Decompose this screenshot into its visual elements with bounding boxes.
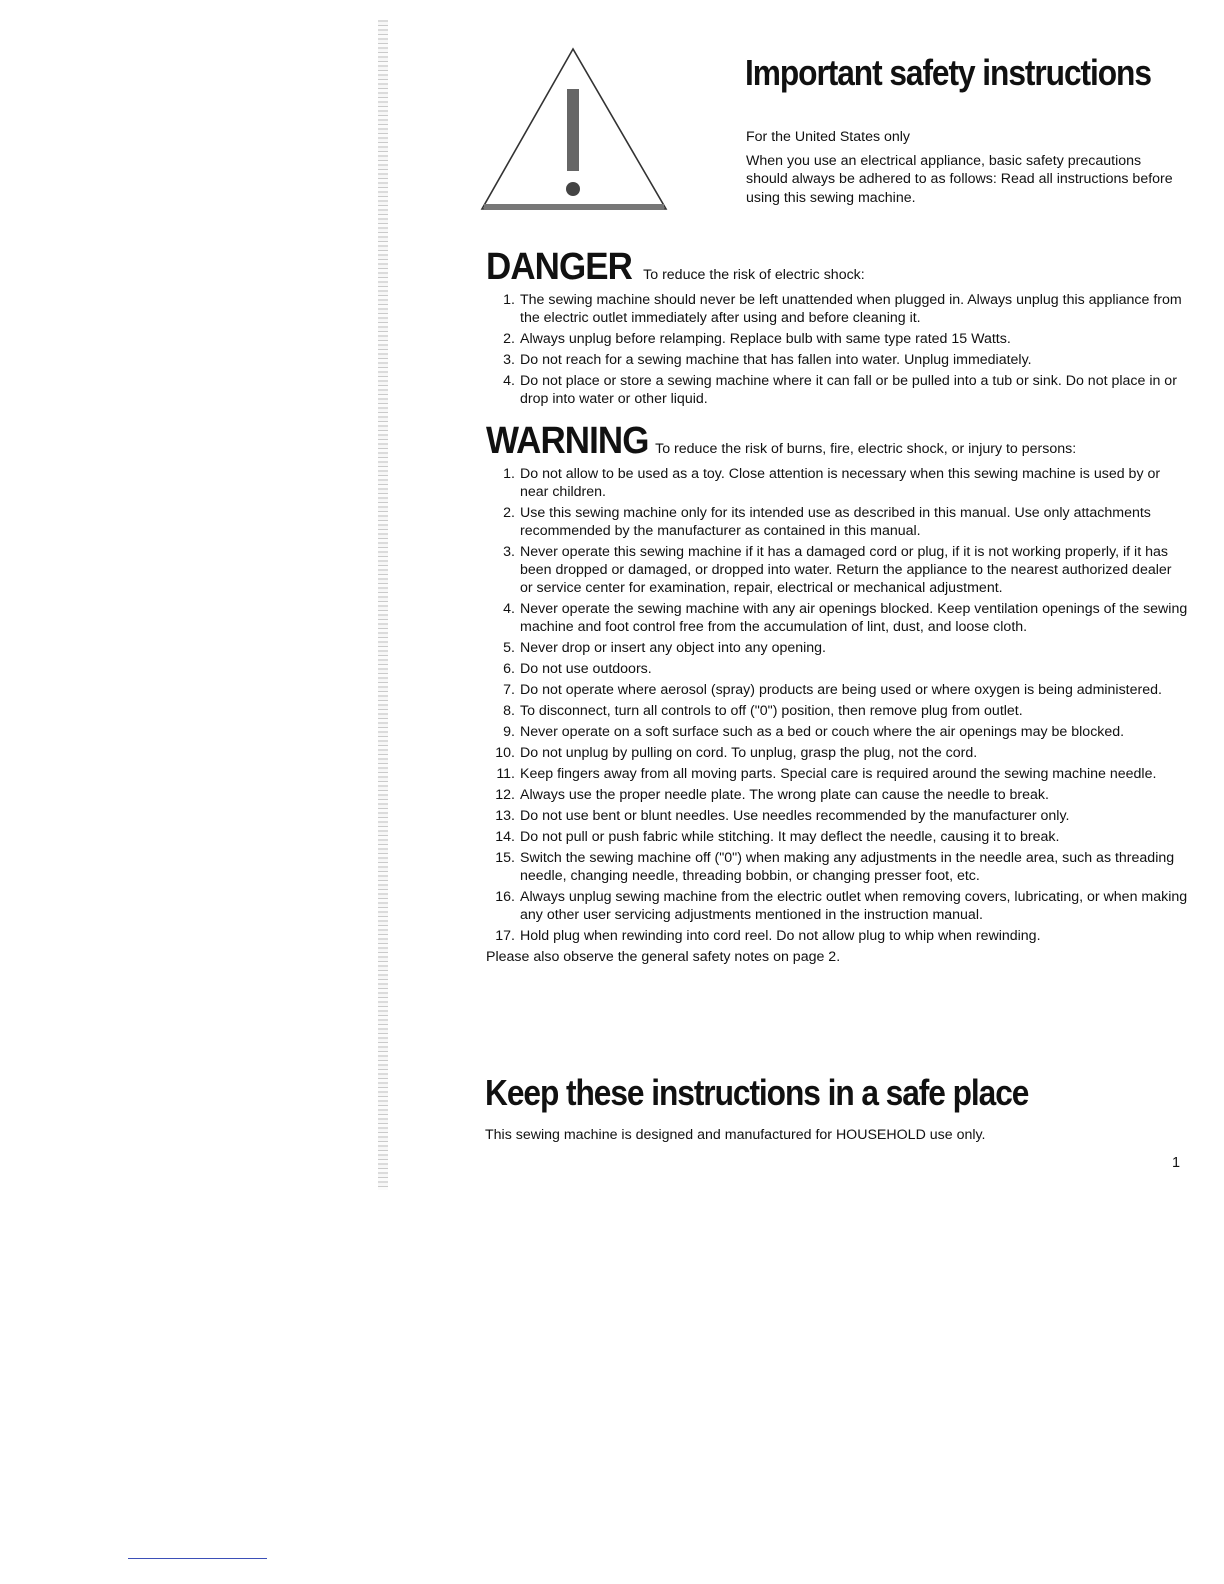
list-item — [486, 744, 1188, 762]
item-number: 10. — [495, 745, 515, 761]
item-number: 13. — [495, 808, 515, 824]
danger-heading-line — [486, 246, 1188, 289]
list-item — [486, 807, 1188, 825]
list-item — [486, 786, 1188, 804]
intro — [746, 128, 1186, 212]
item-text: Do not reach for a sewing machine that has fallen into water. Unplug immediately. — [520, 352, 1032, 368]
list-item — [486, 351, 1188, 369]
page-title: Important safety instructions — [745, 52, 1151, 93]
item-number: 17. — [495, 928, 515, 944]
page-number: 1 — [1172, 1155, 1181, 1171]
danger-section — [486, 246, 1188, 411]
list-item — [486, 723, 1188, 741]
list-item — [486, 849, 1188, 885]
item-number: 5. — [503, 640, 515, 656]
warning-subheading: To reduce the risk of burns, fire, electric shock, or injury to persons: — [655, 441, 1077, 457]
item-number: 9. — [503, 724, 515, 740]
household-note: This sewing machine is designed and manufactured for HOUSEHOLD use only. — [485, 1127, 986, 1143]
item-number: 14. — [495, 829, 515, 845]
list-item — [486, 504, 1188, 540]
item-text: Switch the sewing machine off ("0") when making any adjustments in the needle area, such as threading needle, changing needle, threading bobbin, or changing presser foot, etc. — [520, 850, 1175, 884]
list-item — [486, 888, 1188, 924]
list-item — [486, 765, 1188, 783]
list-item — [486, 543, 1188, 597]
item-number: 2. — [503, 331, 515, 347]
item-text: Do not allow to be used as a toy. Close attention is necessary when this sewing machine is used by or near children. — [520, 466, 1161, 500]
danger-list — [486, 291, 1188, 408]
item-text: Always unplug before relamping. Replace bulb with same type rated 15 Watts. — [520, 331, 1011, 347]
item-text: Always use the proper needle plate. The wrong plate can cause the needle to break. — [520, 787, 1049, 803]
item-text: The sewing machine should never be left unattended when plugged in. Always unplug this appliance from the electric outlet immediately after using and before cleaning it. — [520, 292, 1182, 326]
warning-heading: WARNING — [486, 420, 649, 462]
intro-region: For the United States only — [746, 129, 911, 145]
binding-edge — [378, 20, 388, 1190]
item-number: 8. — [503, 703, 515, 719]
list-item — [486, 639, 1188, 657]
item-number: 12. — [495, 787, 515, 803]
warning-list — [486, 465, 1188, 945]
item-number: 1. — [503, 466, 515, 482]
item-text: Always unplug sewing machine from the electric outlet when removing covers, lubricating, or when making any other user servicing adjustments mentioned in the instruction manual. — [520, 889, 1188, 923]
item-text: Never drop or insert any object into any opening. — [520, 640, 827, 656]
item-text: Do not operate where aerosol (spray) products are being used or where oxygen is being administered. — [520, 682, 1162, 698]
item-text: Do not use outdoors. — [520, 661, 652, 677]
item-text: Use this sewing machine only for its intended use as described in this manual. Use only attachments recommended by the manufacturer as contained in this manual. — [520, 505, 1151, 539]
item-text: Do not use bent or blunt needles. Use needles recommended by the manufacturer only. — [520, 808, 1070, 824]
keep-title: Keep these instructions in a safe place — [485, 1072, 1029, 1113]
list-item — [486, 330, 1188, 348]
warning-section — [486, 420, 1188, 966]
item-number: 2. — [503, 505, 515, 521]
exclamation-triangle-icon — [478, 45, 670, 213]
list-item — [486, 660, 1188, 678]
danger-subheading: To reduce the risk of electric shock: — [643, 267, 865, 283]
list-item — [486, 681, 1188, 699]
danger-heading: DANGER — [486, 246, 632, 288]
item-number: 15. — [495, 850, 515, 866]
item-text: Never operate the sewing machine with any air openings blocked. Keep ventilation openings of the sewing machine and foot control free from the accumulation of lint, dust, and loose cloth. — [520, 601, 1188, 635]
list-item — [486, 927, 1188, 945]
list-item — [486, 291, 1188, 327]
item-number: 6. — [503, 661, 515, 677]
item-number: 4. — [503, 373, 515, 389]
list-item — [486, 702, 1188, 720]
item-number: 11. — [496, 766, 515, 782]
item-text: Do not pull or push fabric while stitching. It may deflect the needle, causing it to break. — [520, 829, 1060, 845]
item-text: Hold plug when rewinding into cord reel. Do not allow plug to whip when rewinding. — [520, 928, 1041, 944]
list-item — [486, 828, 1188, 846]
item-text: Do not unplug by pulling on cord. To unplug, grasp the plug, not the cord. — [520, 745, 978, 761]
observe-note: Please also observe the general safety notes on page 2. — [486, 949, 841, 965]
item-number: 3. — [503, 352, 515, 368]
item-number: 16. — [495, 889, 515, 905]
item-text: Keep fingers away from all moving parts. Special care is required around the sewing machine needle. — [520, 766, 1157, 782]
item-number: 7. — [503, 682, 515, 698]
item-text: Never operate on a soft surface such as a bed or couch where the air openings may be blocked. — [520, 724, 1125, 740]
footer-rule — [128, 1558, 267, 1559]
warning-heading-line — [486, 420, 1188, 463]
list-item — [486, 372, 1188, 408]
item-text: Never operate this sewing machine if it has a damaged cord or plug, if it is not working properly, if it has been dropped or damaged, or dropped into water. Return the appliance to the nearest authorized dealer or service center for examination, repair, electrical or mechanical adjustment. — [520, 544, 1172, 596]
item-number: 4. — [503, 601, 515, 617]
list-item — [486, 465, 1188, 501]
intro-text: When you use an electrical appliance, basic safety precautions should always be adhered to as follows: Read all instructions before using this sewing machine. — [746, 152, 1173, 206]
item-number: 1. — [503, 292, 515, 308]
list-item — [486, 600, 1188, 636]
item-number: 3. — [503, 544, 515, 560]
item-text: Do not place or store a sewing machine where it can fall or be pulled into a tub or sink. Do not place in or drop into water or other liquid. — [520, 373, 1177, 407]
item-text: To disconnect, turn all controls to off ("0") position, then remove plug from outlet. — [520, 703, 1023, 719]
